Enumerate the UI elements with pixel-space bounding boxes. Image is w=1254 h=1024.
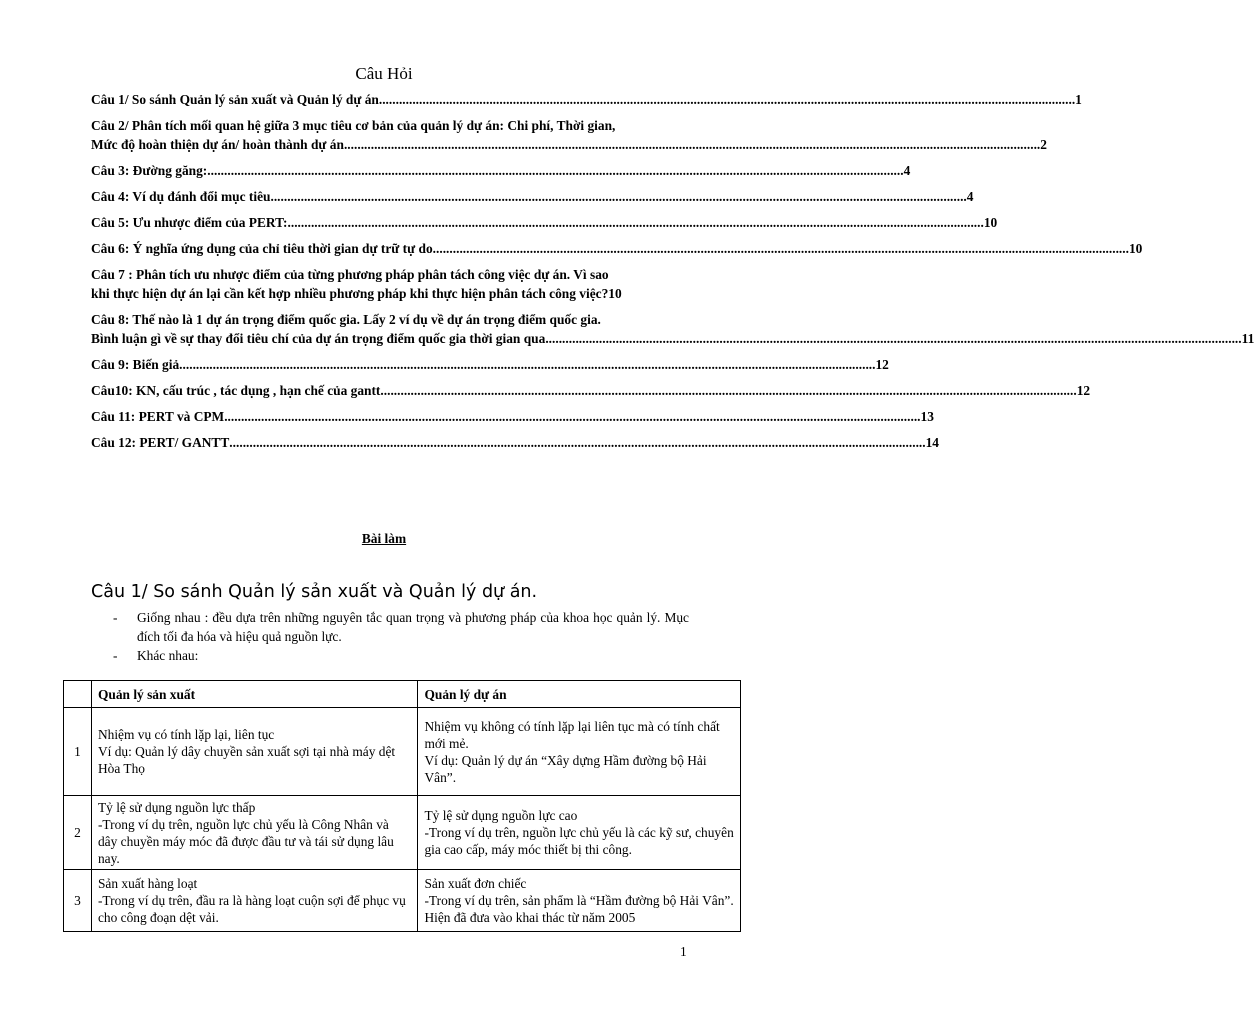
list-item — [113, 608, 689, 646]
bullet-dash: - — [113, 610, 118, 625]
toc-entry-page: 12 — [1076, 383, 1091, 398]
table-row — [64, 796, 741, 870]
cell-text: Ví dụ: Quản lý dây chuyền sản xuất sợi tại nhà máy dệt Hòa Thọ — [97, 744, 396, 776]
cell-text: Sản xuất đơn chiếc — [424, 876, 527, 891]
header-cell: Quản lý sản xuất — [91, 681, 418, 708]
toc-entry[interactable] — [91, 310, 1254, 348]
toc-entry-page: 10 — [983, 215, 998, 230]
row-number: 2 — [64, 796, 92, 870]
page-number: 1 — [680, 944, 687, 959]
toc-entry-text: Câu 6: Ý nghĩa ứng dụng của chỉ tiêu thời gian dự trữ tự do — [91, 241, 433, 256]
bullet-dash: - — [113, 648, 118, 663]
toc-entry-page: 10 — [1128, 241, 1143, 256]
section-heading: Câu 1/ So sánh Quản lý sản xuất và Quản lý dự án. — [91, 582, 538, 602]
toc-entry-page: 11 — [1241, 331, 1254, 346]
comparison-table — [63, 680, 741, 932]
toc-entry-page: 4 — [903, 163, 911, 178]
table-cell — [91, 870, 418, 932]
toc-entry-text: Câu 8: Thế nào là 1 dự án trọng điểm quốc gia. Lấy 2 ví dụ về dự án trọng điểm quốc gia. — [91, 312, 601, 327]
toc-entry-text: Câu 9: Biến giả — [91, 357, 180, 372]
toc-entry[interactable] — [91, 407, 934, 426]
toc-entry-page: 13 — [920, 409, 934, 424]
table-of-contents — [91, 90, 1254, 459]
cell-text: Tỷ lệ sử dụng nguồn lực cao — [424, 808, 578, 823]
toc-entry-page: 12 — [875, 357, 889, 372]
table-cell — [418, 796, 741, 870]
cell-text: -Trong ví dụ trên, đầu ra là hàng loạt cuộn sợi để phục vụ cho công đoạn dệt vải. — [97, 893, 406, 925]
toc-entry-text: Câu 3: Đường găng: — [91, 163, 208, 178]
cell-text: -Trong ví dụ trên, nguồn lực chủ yếu là Công Nhân và dây chuyền máy móc đã được đầu tư và tái sử dụng lâu nay. — [97, 816, 394, 866]
cell-text: -Trong ví dụ trên, nguồn lực chủ yếu là các kỹ sư, chuyên gia cao cấp, máy móc thiết bị thi công. — [424, 825, 734, 857]
toc-entry[interactable] — [91, 161, 911, 180]
table-cell — [91, 796, 418, 870]
bullet-list — [113, 608, 689, 665]
bullet-text: Giống nhau : đều dựa trên những nguyên tắc quan trọng và phương pháp của khoa học quản lý. Mục đích tối đa hóa và hiệu quả nguồn lực. — [137, 610, 689, 644]
toc-entry-text: Câu 2/ Phân tích mối quan hệ giữa 3 mục tiêu cơ bản của quản lý dự án: Chi phí, Thời gian, — [91, 118, 616, 133]
toc-entry-text: Câu 1/ So sánh Quản lý sản xuất và Quản lý dự án — [91, 92, 379, 107]
toc-entry[interactable] — [91, 355, 889, 374]
toc-entry-text: Câu 5: Ưu nhược điểm của PERT: — [91, 215, 288, 230]
cell-text: Ví dụ: Quản lý dự án “Xây dựng Hầm đường bộ Hải Vân”. — [424, 752, 707, 785]
cell-text: Tỷ lệ sử dụng nguồn lực thấp — [97, 799, 256, 815]
toc-entry-text: Câu 11: PERT và CPM — [91, 409, 225, 424]
cell-text: Sản xuất hàng loạt — [97, 876, 198, 891]
toc-entry[interactable] — [91, 90, 1082, 109]
toc-entry-text: khi thực hiện dự án lại cần kết hợp nhiều phương pháp khi thực hiện phân tách công việc? — [91, 286, 609, 301]
header-cell — [64, 681, 92, 708]
table-cell — [91, 708, 418, 796]
toc-title: Câu Hỏi — [355, 64, 413, 83]
table-row — [64, 870, 741, 932]
cell-text: Nhiệm vụ có tính lặp lại, liên tục — [97, 727, 275, 742]
toc-entry-text: Câu10: KN, cấu trúc , tác dụng , hạn chế của gantt — [91, 383, 381, 398]
toc-entry[interactable] — [91, 433, 939, 452]
toc-entry-page: 14 — [925, 435, 939, 450]
list-item — [113, 646, 689, 665]
row-number: 1 — [64, 708, 92, 796]
toc-entry-text: Câu 12: PERT/ GANTT — [91, 435, 230, 450]
toc-entry[interactable] — [91, 265, 688, 303]
row-number: 3 — [64, 870, 92, 932]
bullet-text: Khác nhau: — [137, 648, 199, 663]
toc-entry-page: 1 — [1075, 92, 1082, 107]
toc-entry[interactable] — [91, 116, 1047, 154]
toc-entry-page: 4 — [966, 189, 974, 204]
toc-entry[interactable] — [91, 187, 974, 206]
toc-entry-text: Mức độ hoàn thiện dự án/ hoàn thành dự án — [91, 137, 344, 152]
toc-entry-text: Câu 4: Ví dụ đánh đổi mục tiêu — [91, 189, 271, 204]
table-cell — [418, 708, 741, 796]
table-cell — [418, 870, 741, 932]
toc-entry-page: 10 — [608, 286, 622, 301]
cell-text: Nhiệm vụ không có tính lặp lại liên tục mà có tính chất mới mẻ. — [424, 718, 720, 751]
toc-entry-text: Câu 7 : Phân tích ưu nhược điểm của từng phương pháp phân tách công việc dự án. Vì sao — [91, 267, 609, 282]
work-title: Bài làm — [361, 531, 407, 546]
cell-text: -Trong ví dụ trên, sản phẩm là “Hầm đường bộ Hải Vân”. Hiện đã đưa vào khai thác từ năm 2005 — [424, 893, 734, 925]
toc-entry-page: 2 — [1040, 137, 1047, 152]
toc-entry[interactable] — [91, 239, 1143, 258]
toc-entry[interactable] — [91, 213, 998, 232]
toc-entry[interactable] — [91, 381, 1091, 400]
header-cell: Quản lý dự án — [418, 681, 741, 708]
toc-entry-text: Bình luận gì về sự thay đổi tiêu chí của dự án trọng điểm quốc gia thời gian qua — [91, 331, 546, 346]
table-row — [64, 708, 741, 796]
table-header-row — [64, 681, 741, 708]
